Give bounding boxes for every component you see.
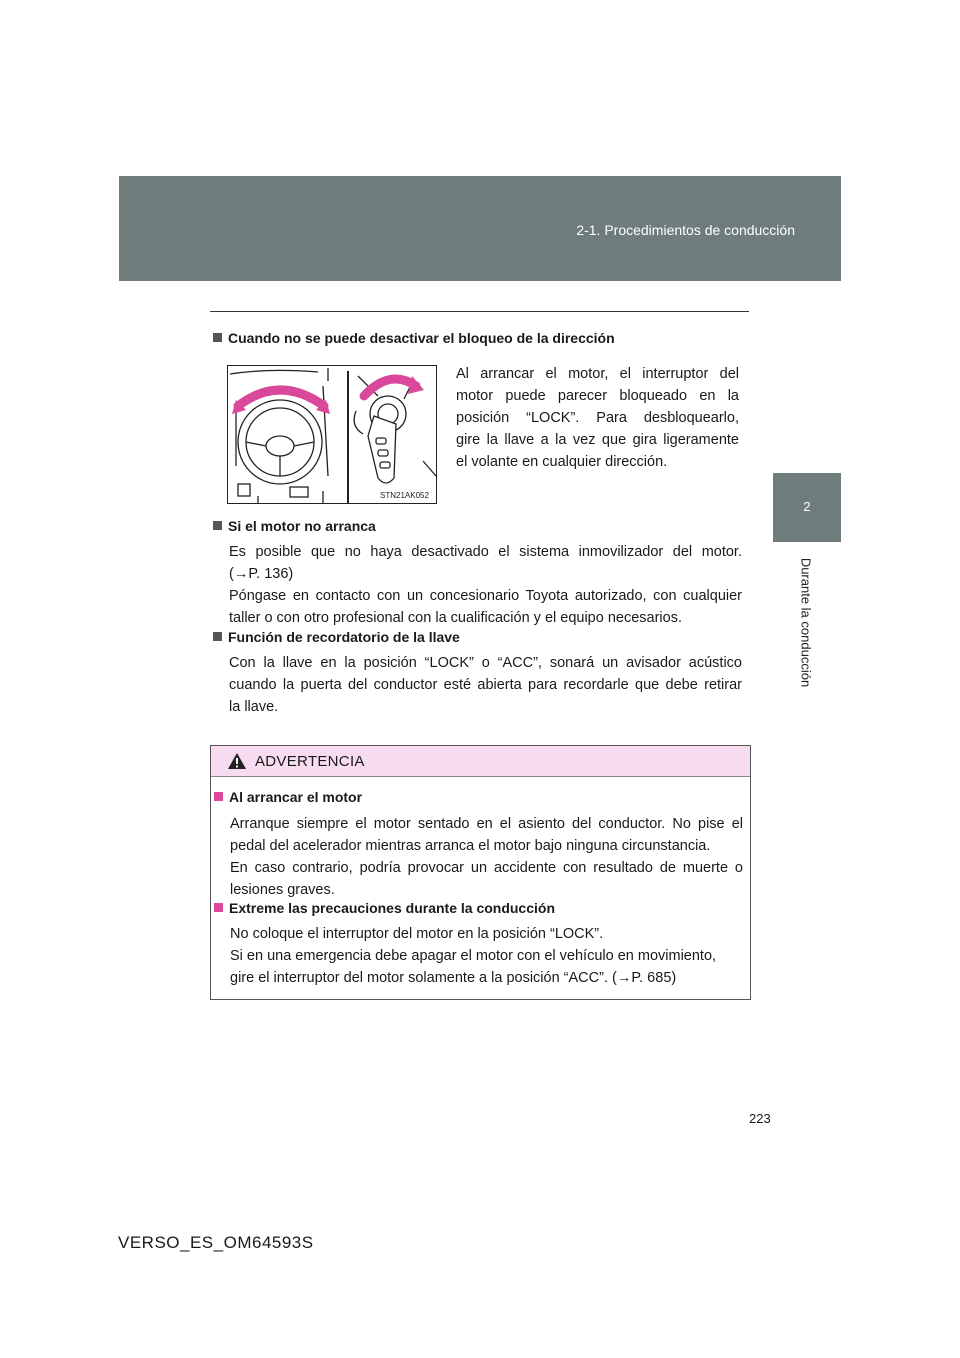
heading-text: Extreme las precauciones durante la conducción (229, 900, 555, 916)
warning-box (210, 745, 751, 1000)
warning-title: ADVERTENCIA (255, 753, 365, 770)
engine-not-start-text (229, 541, 742, 629)
steering-wheel-key-icon (228, 366, 436, 503)
top-divider (210, 311, 749, 312)
document-code: VERSO_ES_OM64593S (118, 1233, 314, 1252)
text-line: En caso contrario, podría provocar un accidente con resultado de muerte o (230, 860, 743, 876)
steering-lock-illustration (227, 365, 437, 504)
heading-text: Al arrancar el motor (229, 789, 363, 805)
heading-steering-lock (213, 330, 615, 346)
heading-text: Cuando no se puede desactivar el bloqueo de la dirección (228, 330, 615, 346)
text-line: gire la llave a la vez que gira ligeramente (456, 432, 739, 448)
heading-key-reminder (213, 629, 460, 645)
square-bullet-icon (213, 333, 222, 342)
chapter-label-text: Durante la conducción (798, 557, 814, 688)
text-line: cuando la puerta del conductor esté abierta para recordarle que debe retirar (229, 677, 742, 693)
square-bullet-icon (214, 792, 223, 801)
chapter-tab (773, 473, 841, 542)
warning-heading-driving-care (214, 900, 555, 916)
text-line: Al arrancar el motor, el interruptor del (456, 366, 739, 382)
text-line: Póngase en contacto con un concesionario Toyota autorizado, con cualquier (229, 588, 742, 604)
warning-header (211, 746, 750, 777)
text-line: taller o con otro profesional con la cualificación y el equipo necesarios. (229, 610, 682, 626)
heading-engine-not-start (213, 518, 376, 534)
square-bullet-icon (213, 521, 222, 530)
text-line: el volante en cualquier dirección. (456, 454, 668, 470)
text-line: Si en una emergencia debe apagar el motor con el vehículo en movimiento, (230, 948, 717, 964)
text-line: posición “LOCK”. Para desbloquearlo, (456, 410, 739, 426)
text-line: gire el interruptor del motor solamente a la posición “ACC”. (→P. 685) (230, 970, 677, 986)
text-line: Es posible que no haya desactivado el sistema inmovilizador del motor. (229, 544, 742, 560)
text-line: motor puede parecer bloqueado en la (456, 388, 739, 404)
warning-driving-care-text (230, 923, 743, 989)
section-title: 2-1. Procedimientos de conducción (576, 222, 795, 238)
chapter-number: 2 (803, 499, 811, 514)
warning-start-engine-text (230, 813, 743, 901)
text-line: Con la llave en la posición “LOCK” o “ACC”, sonará un avisador acústico (229, 655, 742, 671)
text-line: pedal del acelerador mientras arranca el motor bajo ninguna circunstancia. (230, 838, 711, 854)
text-line: No coloque el interruptor del motor en la posición “LOCK”. (230, 926, 604, 942)
text-line: Arranque siempre el motor sentado en el asiento del conductor. No pise el (230, 816, 743, 832)
chapter-side-label (796, 550, 816, 700)
heading-text: Si el motor no arranca (228, 518, 376, 534)
warning-triangle-icon (227, 752, 247, 770)
page-number: 223 (749, 1111, 771, 1126)
square-bullet-icon (213, 632, 222, 641)
steering-lock-text (456, 363, 739, 473)
text-line: (→P. 136) (229, 566, 294, 582)
heading-text: Función de recordatorio de la llave (228, 629, 460, 645)
text-line: la llave. (229, 699, 279, 715)
key-reminder-text (229, 652, 742, 718)
square-bullet-icon (214, 903, 223, 912)
illustration-code: STN21AK052 (380, 491, 429, 500)
text-line: lesiones graves. (230, 882, 335, 898)
section-header-bar (119, 176, 841, 281)
warning-heading-start-engine (214, 789, 362, 805)
